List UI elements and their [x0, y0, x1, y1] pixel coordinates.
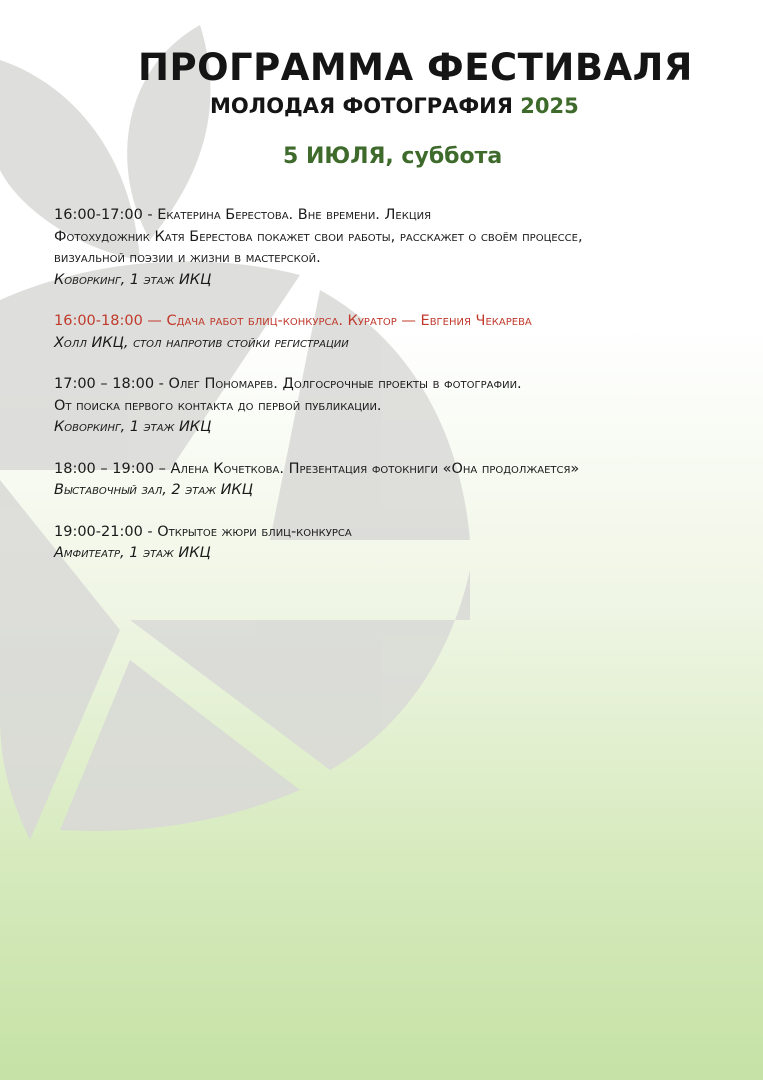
subtitle-year: 2025 — [520, 94, 579, 118]
event-headline: 18:00 – 19:00 – Алена Кочеткова. Презентация фотокниги «Она продолжается» — [54, 460, 580, 477]
event-place: Коворкинг, 1 этаж ИКЦ — [54, 271, 212, 288]
event-item — [54, 205, 734, 291]
event-description: Фотохудожник Катя Берестова покажет свои работы, расскажет о своём процессе, — [54, 228, 583, 245]
event-description: От поиска первого контакта до первой публикации. — [54, 397, 382, 414]
schedule-list — [54, 205, 734, 585]
festival-subtitle — [210, 94, 630, 118]
event-headline: 16:00-17:00 - Екатерина Берестова. Вне времени. Лекция — [54, 207, 432, 223]
event-item — [54, 459, 734, 502]
event-description: визуальной поэзии и жизни в мастерской. — [54, 250, 321, 266]
event-place: Амфитеатр, 1 этаж ИКЦ — [54, 545, 211, 561]
event-headline: 17:00 – 18:00 - Олег Пономарев. Долгосрочные проекты в фотографии. — [54, 376, 522, 392]
event-item-highlighted — [54, 311, 734, 354]
schedule-date: 5 ИЮЛЯ, суббота — [283, 144, 503, 169]
page-title: ПРОГРАММА ФЕСТИВАЛЯ — [138, 46, 693, 89]
event-item — [54, 522, 734, 565]
event-headline: 16:00-18:00 — Сдача работ блиц-конкурса. Куратор — Евгения Чекарева — [54, 313, 532, 329]
event-place: Выставочный зал, 2 этаж ИКЦ — [54, 482, 253, 498]
subtitle-text: МОЛОДАЯ ФОТОГРАФИЯ — [210, 94, 513, 118]
event-headline: 19:00-21:00 - Открытое жюри блиц-конкурса — [54, 523, 352, 540]
event-place: Коворкинг, 1 этаж ИКЦ — [54, 419, 212, 435]
event-place: Холл ИКЦ, стол напротив стойки регистрации — [54, 334, 349, 351]
event-item — [54, 374, 734, 439]
